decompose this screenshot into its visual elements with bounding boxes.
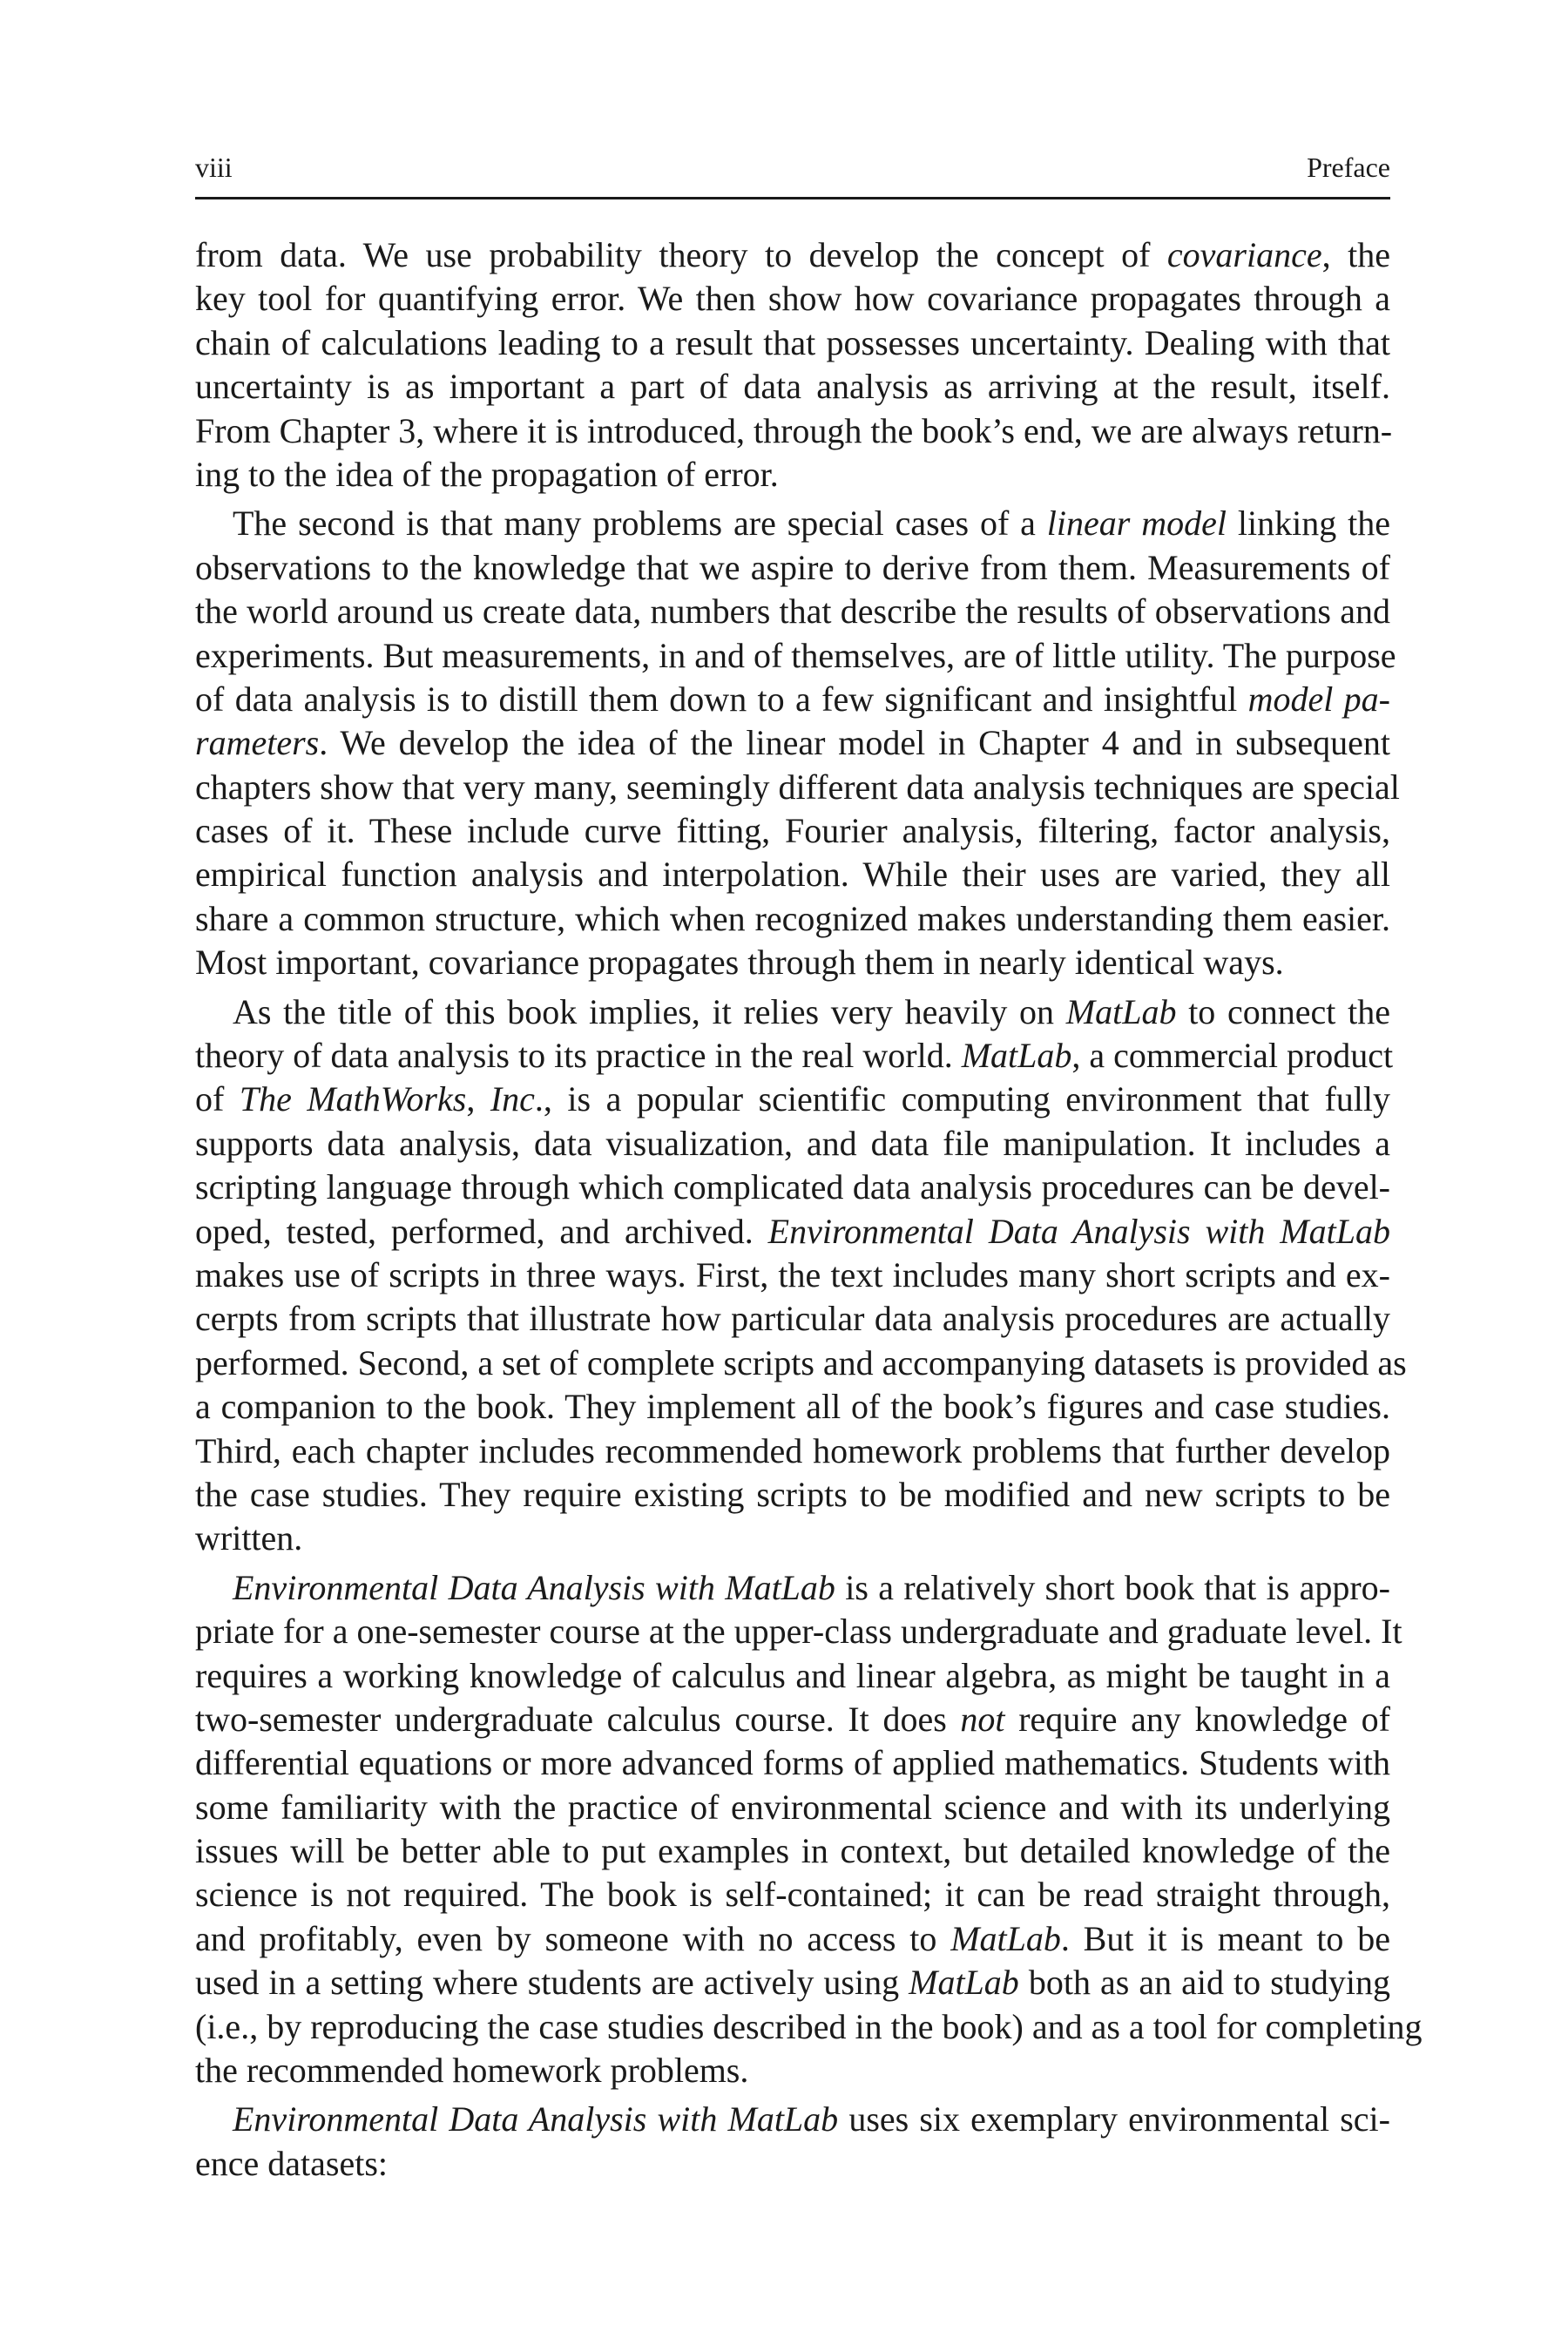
text-run: chapters show that very many, seemingly different data analysis techniques are special: [195, 767, 1400, 807]
text-run: share a common structure, which when recognized makes understanding them easier.: [195, 898, 1390, 938]
text-line: [195, 897, 1390, 941]
text-line: [195, 1610, 1402, 1653]
body-text: [195, 233, 1423, 2191]
text-line: [195, 1786, 1390, 1829]
text-run: ing to the idea of the propagation of error.: [195, 454, 779, 494]
text-run: , a commercial product: [1071, 1036, 1394, 1076]
text-line: [195, 1034, 1394, 1078]
text-run: supports data analysis, data visualization, and data file manipulation. It includes a: [195, 1123, 1390, 1163]
text-run: observations to the knowledge that we aspire to derive from them. Measurements of: [195, 547, 1390, 587]
text-run: issues will be better able to put examples in context, but detailed knowledge of the: [195, 1831, 1390, 1871]
text-line: [195, 1122, 1390, 1166]
text-run: to connect the: [1176, 991, 1390, 1031]
text-run: used in a setting where students are actively using: [195, 1963, 909, 2003]
italic-run: not: [960, 1699, 1005, 1739]
text-run: cases of it. These include curve fitting, Fourier analysis, filtering, factor analysis,: [195, 811, 1390, 851]
text-line: [195, 1873, 1390, 1916]
text-line: [195, 809, 1390, 853]
italic-run: The MathWorks: [239, 1079, 467, 1119]
text-run: the recommended homework problems.: [195, 2051, 749, 2091]
text-run: (i.e., by reproducing the case studies described in the book) and as a tool for completing: [195, 2006, 1423, 2046]
italic-run: Environmental Data Analysis with MatLab: [767, 1211, 1390, 1251]
text-line: [195, 590, 1390, 633]
text-run: linking the: [1227, 504, 1390, 544]
text-line: [195, 365, 1390, 409]
text-line: [195, 409, 1393, 453]
text-line: [195, 1473, 1390, 1517]
text-run: two-semester undergraduate calculus course. It does: [195, 1699, 961, 1739]
text-line: [195, 502, 1390, 545]
text-line: [195, 1385, 1390, 1429]
text-run: both as an aid to studying: [1018, 1963, 1390, 2003]
text-run: priate for a one-semester course at the upper-class undergraduate and graduate level. It: [195, 1612, 1402, 1652]
paragraph: [195, 233, 1393, 497]
italic-run: rameters: [195, 723, 320, 763]
text-run: some familiarity with the practice of environmental science and with its underlying: [195, 1787, 1390, 1827]
text-run: As the title of this book implies, it relies very heavily on: [233, 991, 1066, 1031]
italic-run: MatLab: [961, 1036, 1072, 1076]
text-line: [195, 1829, 1390, 1873]
text-line: [195, 1698, 1390, 1741]
text-line: [195, 1254, 1390, 1297]
text-run: requires a working knowledge of calculus and linear algebra, as might be taught in a: [195, 1655, 1390, 1695]
text-line: [195, 321, 1390, 365]
text-run: from data. We use probability theory to develop the concept of: [195, 235, 1167, 274]
text-run: scripting language through which complicated data analysis procedures can be devel-: [195, 1167, 1390, 1207]
text-run: the world around us create data, numbers that describe the results of observations and: [195, 591, 1390, 632]
paragraph: [195, 1566, 1423, 2093]
text-line: [195, 1166, 1390, 1209]
text-line: [195, 277, 1390, 321]
text-run: theory of data analysis to its practice in the real world.: [195, 1036, 962, 1076]
text-run: is a relatively short book that is appro-: [835, 1567, 1390, 1607]
text-run: Most important, covariance propagates through them in nearly identical ways.: [195, 943, 1284, 983]
text-line: [195, 1741, 1390, 1785]
text-line: [195, 1429, 1390, 1473]
text-line: [195, 453, 1390, 497]
text-run: ., is a popular scientific computing environment that fully: [534, 1079, 1391, 1119]
text-run: experiments. But measurements, in and of themselves, are of little utility. The purpose: [195, 635, 1396, 675]
text-run: makes use of scripts in three ways. First, the text includes many short scripts and ex-: [195, 1254, 1390, 1294]
page-number: viii: [195, 152, 233, 183]
text-run: written.: [195, 1518, 303, 1558]
text-run: performed. Second, a set of complete scripts and accompanying datasets is provided as: [195, 1342, 1407, 1382]
text-line: [195, 1517, 1390, 1560]
text-run: science is not required. The book is self-contained; it can be read straight through,: [195, 1875, 1390, 1915]
text-line: [195, 1297, 1390, 1341]
text-line: [195, 2098, 1390, 2141]
text-line: [195, 1654, 1390, 1698]
text-line: [195, 678, 1390, 721]
text-run: key tool for quantifying error. We then show how covariance propagates through a: [195, 279, 1390, 319]
italic-run: Environmental Data Analysis with MatLab: [233, 2099, 839, 2139]
paragraph: [195, 502, 1400, 984]
paragraph: [195, 990, 1407, 1561]
text-run: . But it is meant to be: [1060, 1918, 1390, 1958]
text-run: require any knowledge of: [1004, 1699, 1390, 1739]
text-line: [195, 1210, 1390, 1254]
text-line: [195, 1566, 1390, 1610]
text-run: empirical function analysis and interpolation. While their uses are varied, they all: [195, 855, 1390, 895]
text-line: [195, 2142, 1390, 2186]
italic-run: Environmental Data Analysis with MatLab: [233, 1567, 835, 1607]
text-line: [195, 546, 1390, 590]
text-run: ence datasets:: [195, 2143, 388, 2183]
text-line: [195, 1961, 1390, 2004]
text-line: [195, 233, 1390, 277]
text-line: [195, 721, 1390, 765]
running-head: [195, 150, 1390, 193]
text-line: [195, 1917, 1390, 1961]
italic-run: MatLab: [909, 1963, 1019, 2003]
italic-run: MatLab: [950, 1918, 1061, 1958]
text-run: a companion to the book. They implement all of the book’s figures and case studies.: [195, 1387, 1390, 1427]
italic-run: MatLab: [1065, 991, 1177, 1031]
text-line: [195, 1078, 1390, 1121]
text-line: [195, 2049, 1390, 2092]
text-run: uses six exemplary environmental sci-: [838, 2099, 1390, 2139]
text-run: Third, each chapter includes recommended homework problems that further develop: [195, 1430, 1390, 1470]
italic-run: covariance: [1166, 235, 1322, 274]
text-run: and profitably, even by someone with no access to: [195, 1918, 951, 1958]
italic-run: linear model: [1046, 504, 1227, 544]
text-line: [195, 1342, 1407, 1385]
text-run: . We develop the idea of the linear model in Chapter 4 and in subsequent: [319, 723, 1390, 763]
text-run: uncertainty is as important a part of data analysis as arriving at the result, itself.: [195, 367, 1390, 407]
text-line: [195, 941, 1390, 984]
text-run: the case studies. They require existing scripts to be modified and new scripts to be: [195, 1474, 1390, 1514]
text-run: cerpts from scripts that illustrate how particular data analysis procedures are actually: [195, 1299, 1390, 1339]
text-run: From Chapter 3, where it is introduced, through the book’s end, we are always return-: [195, 410, 1393, 450]
text-line: [195, 853, 1390, 896]
text-run: , the: [1321, 235, 1390, 274]
italic-run: Inc: [490, 1079, 535, 1119]
text-run: The second is that many problems are special cases of a: [233, 504, 1047, 544]
text-line: [195, 2005, 1423, 2049]
text-line: [195, 766, 1400, 809]
text-line: [195, 990, 1390, 1034]
text-run: differential equations or more advanced forms of applied mathematics. Students with: [195, 1743, 1390, 1783]
running-title: Preface: [1307, 152, 1390, 183]
text-line: [195, 634, 1396, 678]
header-rule: [195, 197, 1390, 199]
text-run: of data analysis is to distill them down to a few significant and insightful: [195, 679, 1248, 719]
text-run: oped, tested, performed, and archived.: [195, 1211, 768, 1251]
text-run: of: [195, 1079, 240, 1119]
text-run: chain of calculations leading to a result that possesses uncertainty. Dealing with that: [195, 322, 1390, 362]
paragraph: [195, 2098, 1390, 2186]
text-run: ,: [466, 1079, 490, 1119]
italic-run: model pa-: [1247, 679, 1391, 719]
